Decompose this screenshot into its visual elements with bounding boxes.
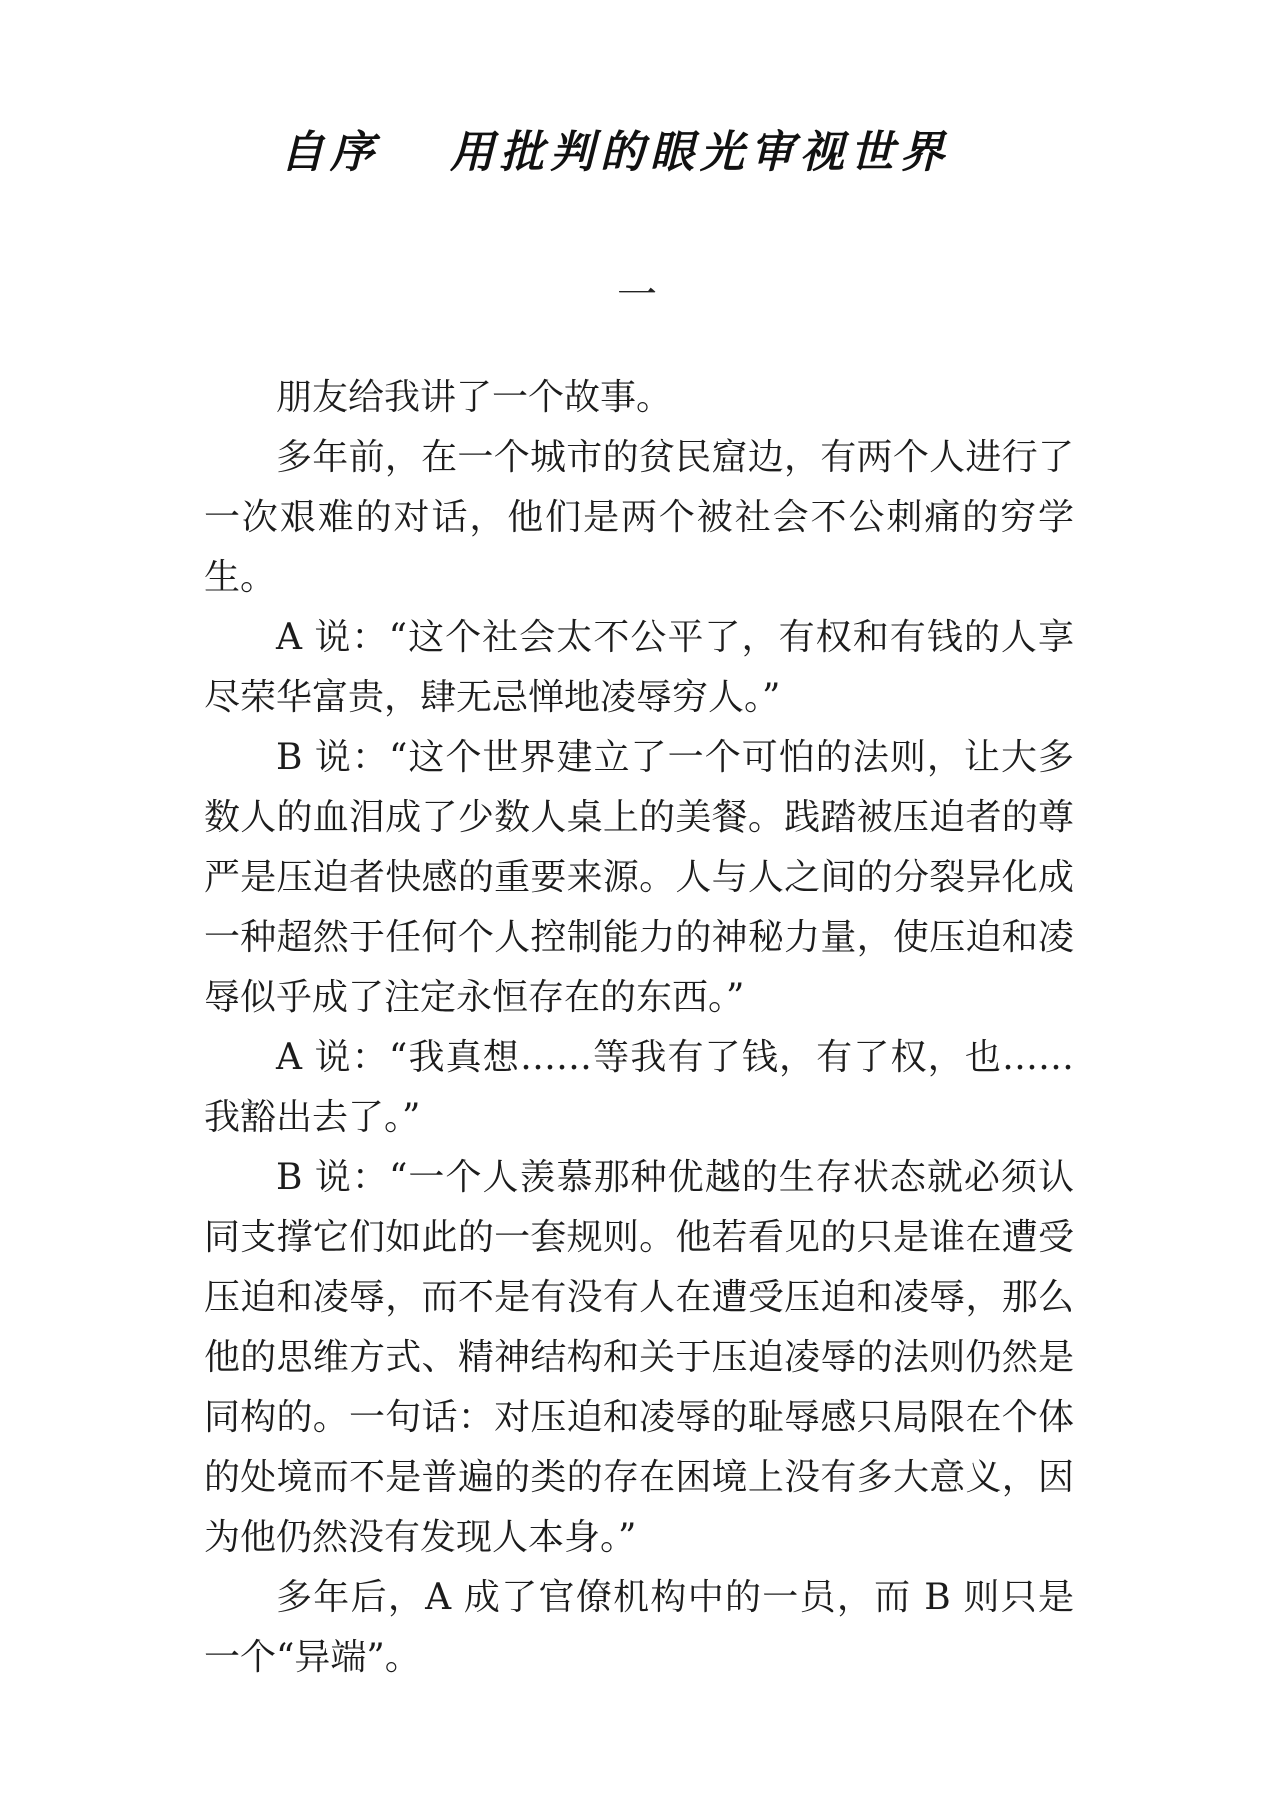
section-number: 一 xyxy=(617,272,657,318)
paragraph: 朋友给我讲了一个故事。 xyxy=(276,377,673,418)
body-text xyxy=(204,368,1074,1688)
paragraph: B 说：“这个世界建立了一个可怕的法则，让大多数人的血泪成了少数人桌上的美餐。践踏被压迫者的尊严是压迫者快感的重要来源。人与人之间的分裂异化成一种超然于任何个人控制能力的神秘力量，使压迫和凌辱似乎成了注定永恒存在的东西。” xyxy=(204,737,1074,1018)
paragraph: 多年后，A 成了官僚机构中的一员，而 B 则只是一个“异端”。 xyxy=(204,1577,1074,1678)
page-title xyxy=(280,118,1040,188)
paragraph: 多年前，在一个城市的贫民窟边，有两个人进行了一次艰难的对话，他们是两个被社会不公刺痛的穷学生。 xyxy=(204,437,1074,598)
title-preface-label: 自序 xyxy=(280,127,380,178)
title-main: 用批判的眼光审视世界 xyxy=(450,127,950,178)
paragraph: A 说：“这个社会太不公平了，有权和有钱的人享尽荣华富贵，肆无忌惮地凌辱穷人。” xyxy=(204,617,1074,718)
paragraph: A 说：“我真想……等我有了钱，有了权，也……我豁出去了。” xyxy=(204,1037,1074,1138)
paragraph: B 说：“一个人羡慕那种优越的生存状态就必须认同支撑它们如此的一套规则。他若看见的只是谁在遭受压迫和凌辱，而不是有没有人在遭受压迫和凌辱，那么他的思维方式、精神结构和关于压迫凌辱的法则仍然是同构的。一句话：对压迫和凌辱的耻辱感只局限在个体的处境而不是普遍的类的存在困境上没有多大意义，因为他仍然没有发现人本身。” xyxy=(204,1157,1074,1558)
